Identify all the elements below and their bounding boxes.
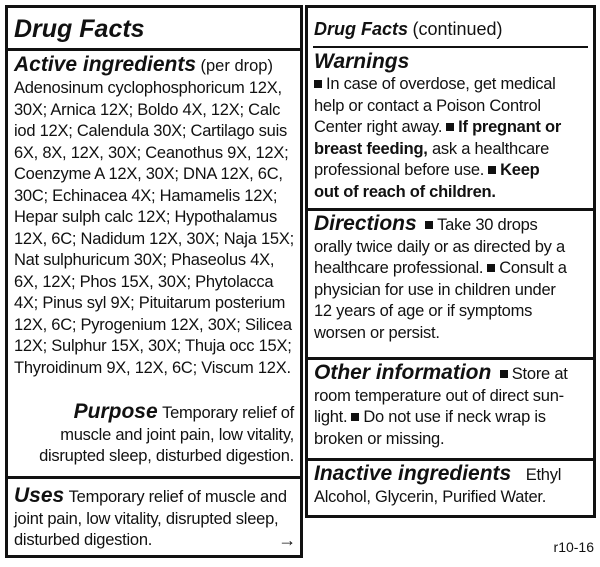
active-ingredients-list	[14, 78, 302, 379]
ingredient-line: 12X, 6C; Pyrogenium 12X, 30X; Silicea	[14, 315, 292, 334]
pregnant-warning: breast feeding,	[314, 139, 428, 158]
other-info-text: room temperature out of direct sun-	[314, 386, 564, 405]
inactive-heading: Inactive ingredients	[314, 462, 512, 485]
pregnant-warning: If pregnant or	[458, 118, 562, 136]
bullet-icon	[487, 264, 495, 272]
ingredient-line: 30C; Echinacea 4X; Hamamelis 12X;	[14, 186, 278, 205]
continued-label: (continued)	[412, 19, 503, 39]
ingredient-line: Hepar sulph calc 12X; Hypothalamus	[14, 208, 277, 226]
drug-facts-title: Drug Facts	[14, 15, 145, 43]
directions-text: orally twice daily or as directed by a	[314, 237, 565, 256]
ingredient-line: Adenosinum cyclophosphoricum 12X,	[14, 79, 282, 97]
ingredient-line: Nat sulphuricum 30X; Phaseolus 4X,	[14, 251, 275, 269]
uses-section	[14, 484, 300, 552]
active-ingredients-section	[14, 53, 302, 379]
revision-code: r10-16	[553, 539, 594, 555]
directions-text: Consult a	[499, 259, 567, 277]
other-info-text: broken or missing.	[314, 429, 445, 448]
inactive-text: Ethyl	[525, 466, 562, 484]
ingredient-line: Coenzyme A 12X, 30X; DNA 12X, 6C,	[14, 165, 283, 183]
uses-line: joint pain, low vitality, disrupted sleep,	[14, 509, 279, 528]
directions-divider	[308, 208, 593, 211]
uses-heading: Uses	[14, 484, 65, 507]
bullet-icon	[488, 166, 496, 174]
other-info-text: Do not use if neck wrap is	[363, 408, 546, 426]
directions-text: 12 years of age or if symptoms	[314, 302, 533, 320]
directions-text: physician for use in children under	[314, 280, 556, 299]
bullet-icon	[314, 80, 322, 88]
drug-facts-title-continued: Drug Facts	[314, 19, 409, 39]
other-info-section	[314, 361, 568, 450]
other-info-text: light.	[314, 408, 348, 426]
ingredient-line: Thyroidinum 9X, 12X, 6C; Viscum 12X.	[14, 358, 291, 377]
uses-text: Temporary relief of muscle and	[68, 488, 287, 506]
directions-heading: Directions	[314, 212, 417, 235]
ingredient-line: 30X; Arnica 12X; Boldo 4X, 12X; Calc	[14, 100, 281, 119]
purpose-heading: Purpose	[73, 400, 158, 423]
ingredient-line: 12X; Sulphur 15X, 30X; Thuja occ 15X;	[14, 337, 292, 355]
purpose-text: Temporary relief of	[162, 404, 294, 422]
other-info-text: Store at	[511, 365, 568, 383]
continued-rule	[313, 46, 588, 48]
directions-text: Take 30 drops	[437, 216, 538, 234]
right-panel	[305, 5, 596, 518]
warnings-text: In case of overdose, get medical	[326, 75, 556, 93]
ingredient-line: 4X; Pinus syl 9X; Pituitarum posterium	[14, 294, 286, 312]
left-panel	[5, 5, 303, 558]
inactive-divider	[308, 458, 593, 461]
other-info-divider	[308, 357, 593, 360]
warnings-text: Center right away.	[314, 118, 443, 136]
warnings-section	[314, 50, 561, 203]
inactive-text: Alcohol, Glycerin, Purified Water.	[314, 487, 547, 506]
other-info-heading: Other information	[314, 361, 492, 384]
bullet-icon	[425, 221, 433, 229]
directions-text: healthcare professional.	[314, 259, 484, 277]
directions-text: worsen or persist.	[314, 323, 440, 342]
continued-title	[314, 19, 503, 40]
ingredient-line: 6X, 8X, 12X, 30X; Ceanothus 9X, 12X;	[14, 143, 289, 162]
active-ingredients-heading: Active ingredients	[14, 53, 197, 76]
bullet-icon	[351, 413, 359, 421]
ingredient-line: iod 12X; Calendula 30X; Cartilago suis	[14, 122, 288, 140]
bullet-icon	[446, 123, 454, 131]
inactive-section	[314, 462, 561, 508]
ingredient-line: 12X, 6C; Nadidum 12X, 30X; Naja 15X;	[14, 229, 294, 248]
purpose-line: disrupted sleep, disturbed digestion.	[39, 447, 294, 465]
warnings-text: professional before use.	[314, 161, 485, 179]
bullet-icon	[500, 370, 508, 378]
warnings-text: help or contact a Poison Control	[314, 96, 541, 115]
ingredient-line: 6X, 12X; Phos 15X, 30X; Phytolacca	[14, 272, 274, 291]
continue-arrow-icon: →	[278, 530, 296, 550]
keep-out-warning: Keep	[500, 161, 540, 179]
warnings-heading: Warnings	[314, 50, 410, 73]
uses-line: disturbed digestion.	[14, 531, 153, 549]
directions-section	[314, 212, 567, 344]
warnings-text: ask a healthcare	[431, 139, 550, 158]
purpose-line: muscle and joint pain, low vitality,	[60, 425, 294, 444]
purpose-section	[39, 400, 294, 468]
keep-out-warning: out of reach of children.	[314, 182, 496, 201]
per-drop-label: (per drop)	[200, 57, 273, 75]
title-divider	[8, 48, 300, 51]
uses-divider	[8, 476, 300, 479]
